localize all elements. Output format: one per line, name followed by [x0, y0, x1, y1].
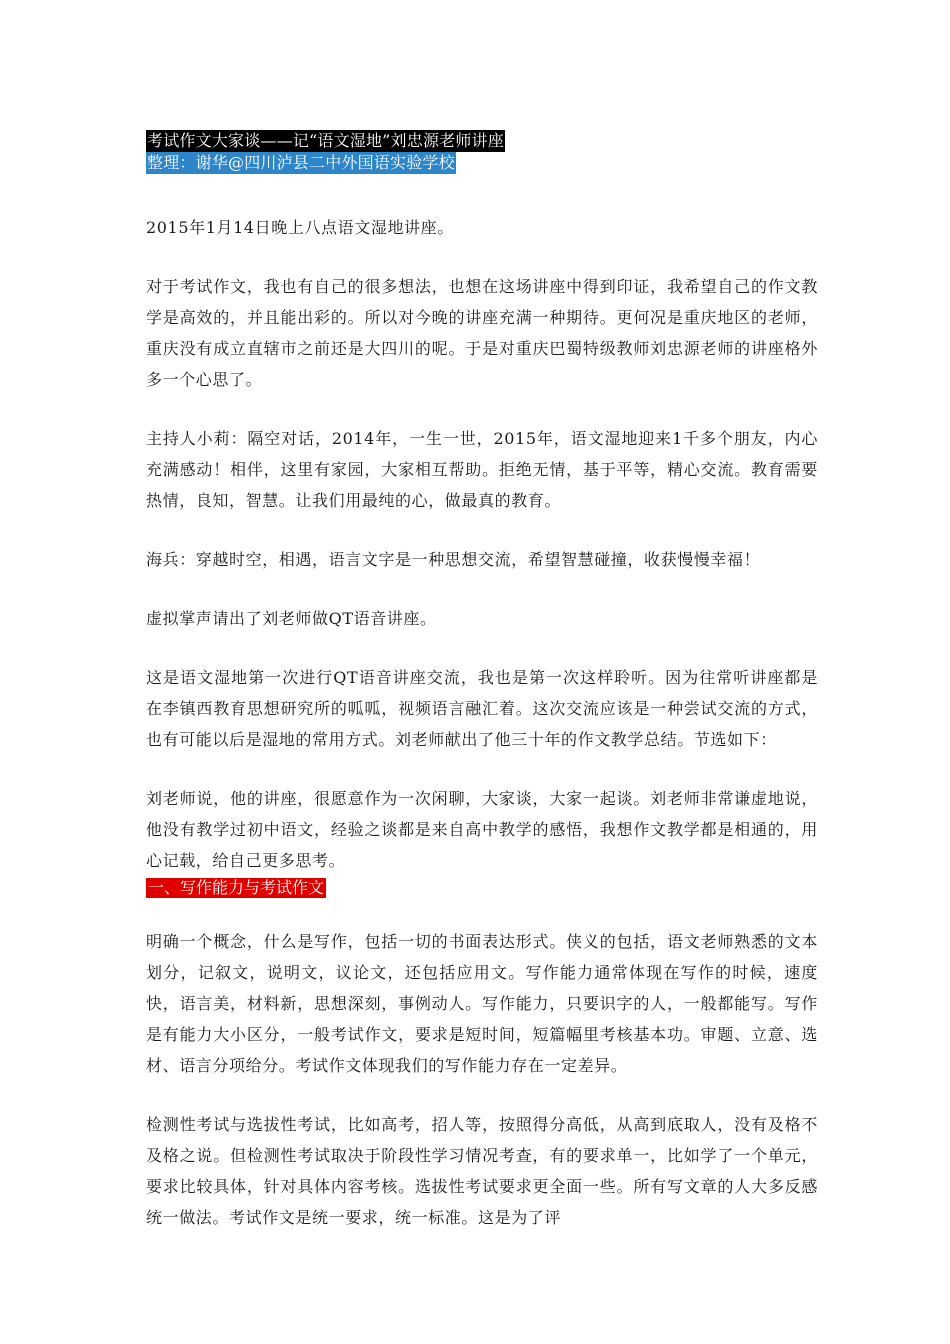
document-subtitle: 整理：谢华@四川泸县二中外国语实验学校: [147, 153, 455, 172]
paragraph-intro: 对于考试作文，我也有自己的很多想法，也想在这场讲座中得到印证，我希望自己的作文教学是高效的，并且能出彩的。所以对今晚的讲座充满一种期待。更何况是重庆地区的老师，重庆没有成立直辖市之前还是大四川的呢。于是对重庆巴蜀特级教师刘忠源老师的讲座格外多一个心思了。: [146, 277, 818, 389]
paragraph-writing-ability: 明确一个概念，什么是写作，包括一切的书面表达形式。侠义的包括，语文老师熟悉的文本划分，记叙文，说明文，议论文，还包括应用文。写作能力通常体现在写作的时候，速度快，语言美，材料新，思想深刻，事例动人。写作能力，只要识字的人，一般都能写。写作是有能力大小区分，一般考试作文，要求是短时间，短篇幅里考核基本功。审题、立意、选材、语言分项给分。考试作文体现我们的写作能力存在一定差异。: [146, 932, 818, 1075]
section-heading: 一、写作能力与考试作文: [148, 878, 325, 897]
paragraph-exam-types: 检测性考试与选拔性考试，比如高考，招人等，按照得分高低，从高到底取人，没有及格不及格之说。但检测性考试取决于阶段性学习情况考查，有的要求单一，比如学了一个单元，要求比较具体，针对具体内容考核。选拔性考试要求更全面一些。所有写文章的人大多反感统一做法。考试作文是统一要求，统一标准。这是为了评: [146, 1115, 818, 1227]
paragraph-applause: 虚拟掌声请出了刘老师做QT语音讲座。: [146, 609, 437, 628]
paragraph-qt-lecture: 这是语文湿地第一次进行QT语音讲座交流，我也是第一次这样聆听。因为往常听讲座都是在李镇西教育思想研究所的呱呱，视频语言融汇着。这次交流应该是一种尝试交流的方式，也有可能以后是湿地的常用方式。刘老师献出了他三十年的作文教学总结。节选如下：: [146, 668, 818, 749]
paragraph-haibing: 海兵：穿越时空，相遇，语言文字是一种思想交流，希望智慧碰撞，收获慢慢幸福！: [146, 550, 761, 569]
document-title: 考试作文大家谈——记“语文湿地”刘忠源老师讲座: [147, 131, 504, 150]
document-content: [146, 130, 818, 1233]
paragraph-teacher-liu: 刘老师说，他的讲座，很愿意作为一次闲聊，大家谈，大家一起谈。刘老师非常谦虚地说，他没有教学过初中语文，经验之谈都是来自高中教学的感悟，我想作文教学都是相通的，用心记载，给自己更多思考。: [146, 789, 818, 870]
section-heading-row: [146, 878, 818, 898]
paragraph-date: 2015年1月14日晚上八点语文湿地讲座。: [146, 218, 454, 237]
document-header: [146, 130, 818, 174]
paragraph-host: 主持人小莉：隔空对话，2014年，一生一世，2015年，语文湿地迎来1千多个朋友，内心充满感动！相伴，这里有家园，大家相互帮助。拒绝无情，基于平等，精心交流。教育需要热情，良知，智慧。让我们用最纯的心，做最真的教育。: [146, 429, 818, 510]
